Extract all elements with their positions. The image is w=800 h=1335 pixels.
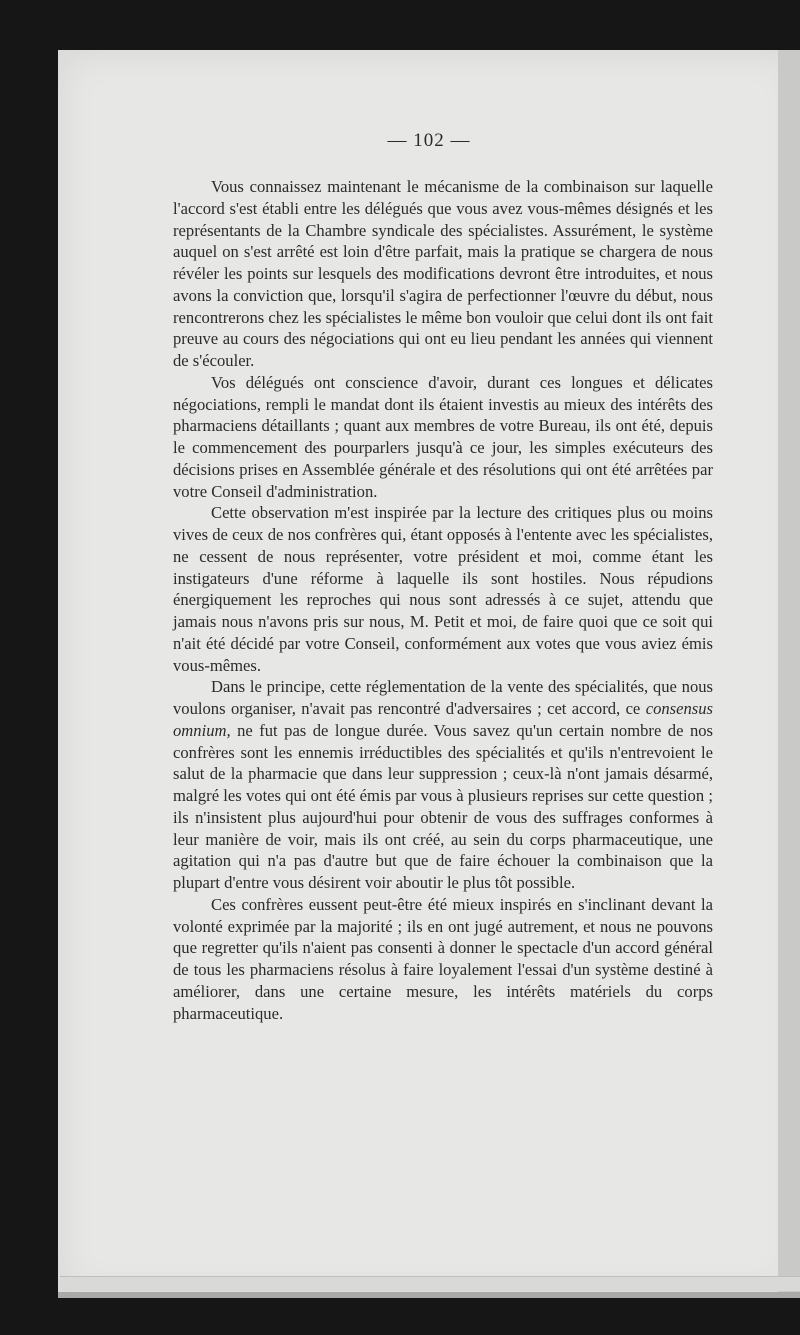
paragraph-2: Vos délégués ont conscience d'avoir, durant ces longues et délicates négociations, rempli le mandat dont ils étaient investis au mieux des intérêts des pharmaciens détaillants ; quant aux membres de votre Bureau, ils ont été, depuis le commencement des pourparlers jusqu'à ce jour, les simples exécuteurs des décisions prises en Assemblée générale et des résolutions qui ont été arrêtées par votre Conseil d'administration. bbox=[173, 372, 713, 501]
paragraph-5: Ces confrères eussent peut-être été mieux inspirés en s'inclinant devant la volonté exprimée par la majorité ; ils en ont jugé autrement, et nous ne pouvons que regretter qu'ils n'aient pas consenti à donner le spectacle d'un accord général de tous les pharmaciens résolus à faire loyalement l'essai d'un système destiné à améliorer, dans une certaine mesure, les intérêts matériels du corps pharmaceutique. bbox=[173, 894, 713, 1023]
adjacent-page-edge bbox=[778, 50, 800, 1295]
book-page bbox=[58, 50, 800, 1295]
page-bottom-shadow bbox=[58, 1292, 800, 1298]
paragraph-3: Cette observation m'est inspirée par la lecture des critiques plus ou moins vives de ceux de nos confrères qui, étant opposés à l'entente avec les spécialistes, ne cessent de nous représenter, votre président et moi, comme étant les instigateurs d'une réforme à laquelle ils sont hostiles. Nous répudions énergiquement les reproches qui nous sont adressés à ce sujet, attendu que jamais nous n'avons pris sur nous, M. Petit et moi, de faire quoi que ce soit qui n'ait été décidé par votre Conseil, conformément aux votes que vous aviez émis vous-mêmes. bbox=[173, 503, 713, 675]
paragraph-4-before: Dans le principe, cette réglementation de la vente des spécialités, que nous voulons organiser, n'avait pas rencontré d'adversaires ; cet accord, ce bbox=[173, 677, 713, 718]
body-text bbox=[173, 176, 713, 1024]
paragraph-4 bbox=[173, 676, 713, 894]
paragraph-4-after: ne fut pas de longue durée. Vous savez qu'un certain nombre de nos confrères sont les ennemis irréductibles des spécialités et qu'ils n'entrevoient le salut de la pharmacie que dans leur suppression ; ceux-là n'ont jamais désarmé, malgré les votes qui ont été émis par vous à plusieurs reprises sur cette question ; ils n'insistent plus aujourd'hui pour obtenir de vous des suffrages conformes à leur manière de voir, mais ils ont créé, au sein du corps pharmaceutique, une agitation qui n'a pas d'autre but que de faire échouer la combinaison que la plupart d'entre vous désirent voir aboutir le plus tôt possible. bbox=[173, 720, 713, 892]
paragraph-1: Vous connaissez maintenant le mécanisme de la combinaison sur laquelle l'accord s'est établi entre les délégués que vous avez vous-mêmes désignés et les représentants de la Chambre syndicale des spécialistes. Assurément, le système auquel on s'est arrêté est loin d'être parfait, mais la pratique se chargera de nous révéler les points sur lesquels des modifications devront être introduites, et nous avons la conviction que, lorsqu'il s'agira de perfectionner l'œuvre du début, nous rencontrerons chez les spécialistes le même bon vouloir que celui dont ils ont fait preuve au cours des négociations qui ont eu lieu pendant les années qui viennent de s'écouler. bbox=[173, 177, 713, 370]
paragraph-4-italic: consensus omnium, bbox=[173, 699, 713, 740]
page-number: — 102 — bbox=[387, 130, 471, 151]
page-bottom-edge bbox=[60, 1276, 800, 1291]
